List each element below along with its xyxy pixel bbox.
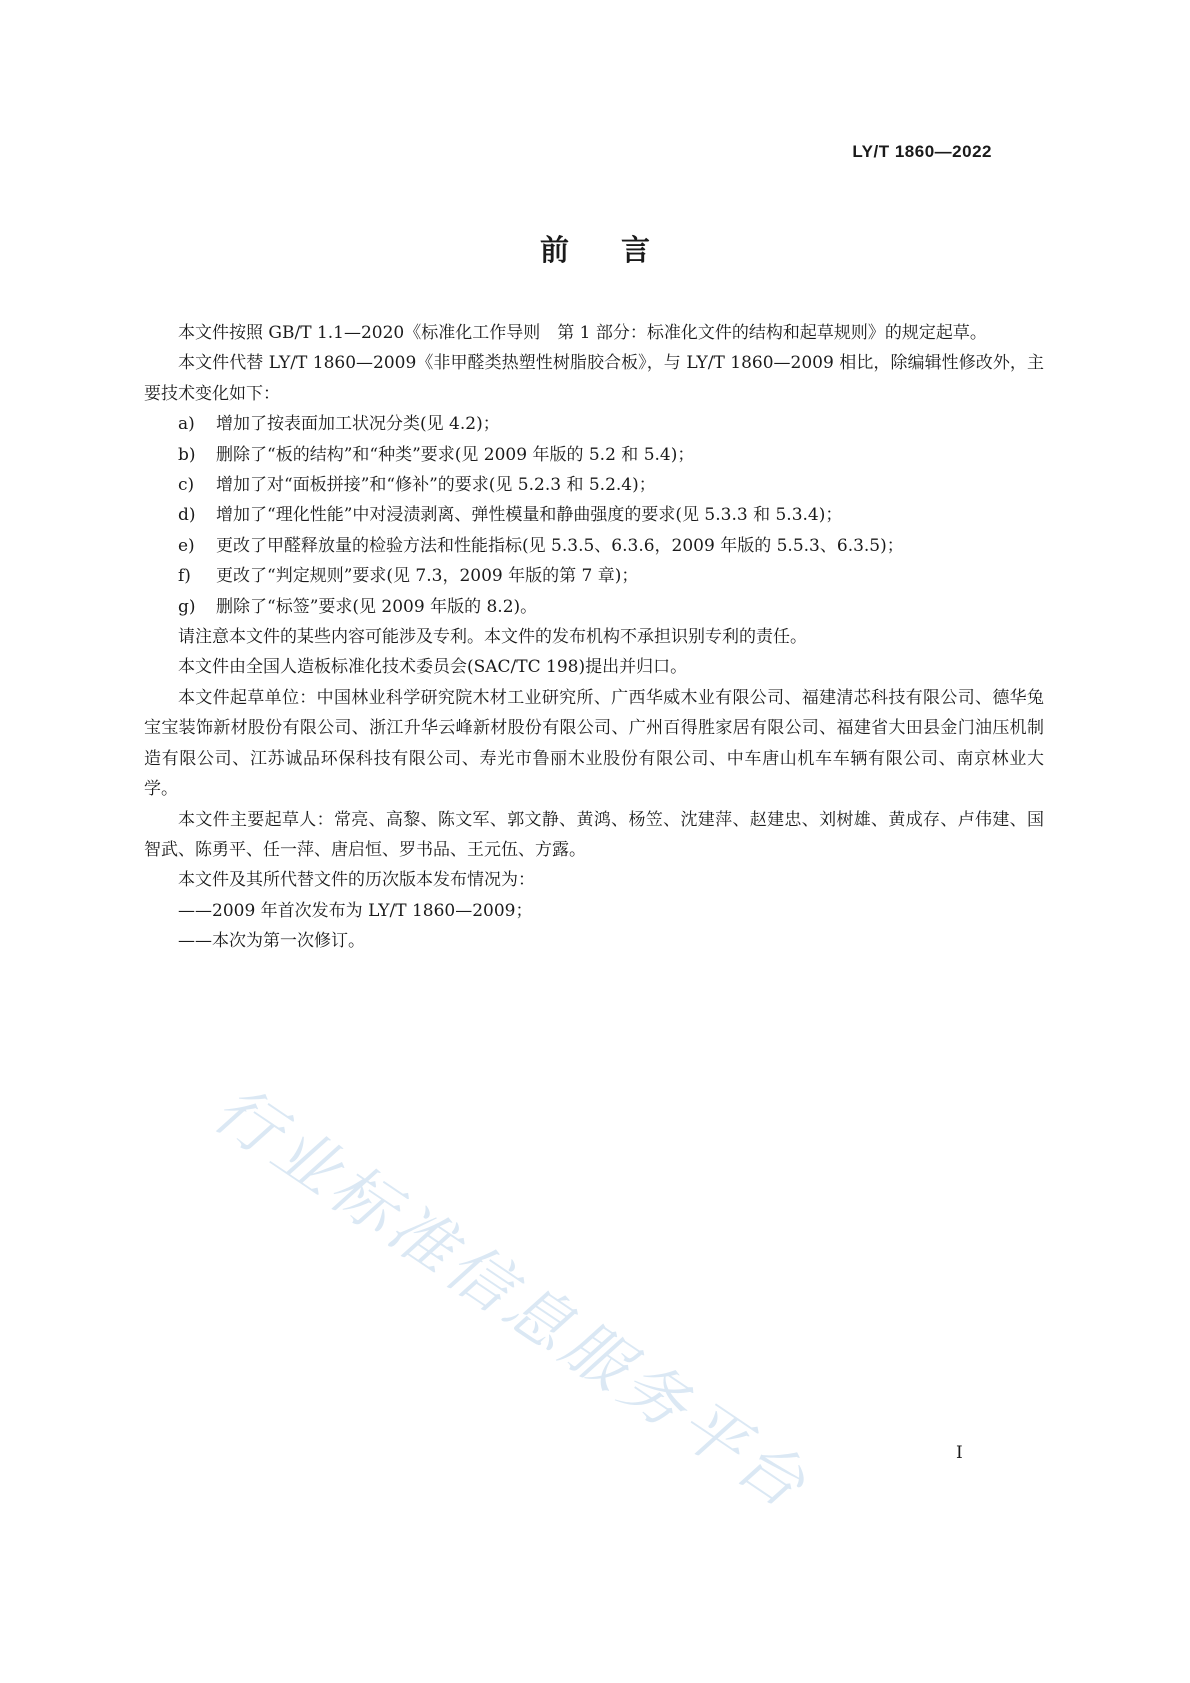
change-item: [144, 531, 1044, 561]
change-item-text: 删除了“板的结构”和“种类”要求(见 2009 年版的 5.2 和 5.4)；: [216, 444, 695, 465]
history-item: ——2009 年首次发布为 LY/T 1860—2009；: [178, 900, 533, 921]
change-item-marker: b): [178, 444, 196, 465]
history-item: ——本次为第一次修订。: [178, 931, 365, 952]
page-number: I: [956, 1443, 963, 1463]
document-number: LY/T 1860—2022: [852, 142, 992, 161]
paragraph-drafting-units: 本文件起草单位：中国林业科学研究院木材工业研究所、广西华威木业有限公司、福建清芯科技有限公司、德华兔宝宝装饰新材股份有限公司、浙江升华云峰新材股份有限公司、广州百得胜家居有限公司、福建省大田县金门油压机制造有限公司、江苏诚品环保科技有限公司、寿光市鲁丽木业股份有限公司、中车唐山机车车辆有限公司、南京林业大学。: [144, 687, 1044, 800]
change-item-marker: e): [178, 535, 195, 556]
change-item: [144, 592, 1044, 622]
change-item-text: 更改了“判定规则”要求(见 7.3，2009 年版的第 7 章)；: [216, 566, 639, 587]
paragraph-patent-notice: 请注意本文件的某些内容可能涉及专利。本文件的发布机构不承担识别专利的责任。: [178, 627, 807, 648]
change-item-marker: g): [178, 596, 196, 617]
change-item: [144, 561, 1044, 591]
paragraph-drafting-rules: 本文件按照 GB/T 1.1—2020《标准化工作导则 第 1 部分：标准化文件的结构和起草规则》的规定起草。: [178, 323, 987, 343]
change-item: [144, 409, 1044, 439]
change-item-marker: f): [178, 566, 191, 587]
watermark: 行业标准信息服务平台: [200, 1072, 822, 1526]
change-item-marker: c): [178, 475, 195, 496]
change-item-text: 增加了对“面板拼接”和“修补”的要求(见 5.2.3 和 5.2.4)；: [216, 475, 656, 496]
foreword-body: [144, 318, 1044, 957]
change-item-text: 删除了“标签”要求(见 2009 年版的 8.2)。: [216, 596, 538, 617]
change-item-text: 增加了按表面加工状况分类(见 4.2)；: [216, 414, 500, 435]
change-item-marker: a): [178, 414, 195, 435]
change-item-text: 更改了甲醛释放量的检验方法和性能指标(见 5.3.5、6.3.6，2009 年版的 5.5.3、6.3.5)；: [216, 535, 904, 556]
paragraph-history-intro: 本文件及其所代替文件的历次版本发布情况为：: [178, 870, 535, 891]
paragraph-drafters: 本文件主要起草人：常亮、高黎、陈文军、郭文静、黄鸿、杨笠、沈建萍、赵建忠、刘树雄、黄成存、卢伟建、国智武、陈勇平、任一萍、唐启恒、罗书品、王元伍、方露。: [144, 809, 1044, 860]
change-item-marker: d): [178, 505, 196, 526]
change-item: [144, 440, 1044, 470]
paragraph-replacement: 本文件代替 LY/T 1860—2009《非甲醛类热塑性树脂胶合板》，与 LY/T 1860—2009 相比，除编辑性修改外，主要技术变化如下：: [144, 353, 1044, 404]
change-item-text: 增加了“理化性能”中对浸渍剥离、弹性模量和静曲强度的要求(见 5.3.3 和 5.3.4)；: [216, 505, 843, 526]
page-title: 前言: [539, 233, 702, 267]
paragraph-proposer: 本文件由全国人造板标准化技术委员会(SAC/TC 198)提出并归口。: [178, 657, 688, 678]
change-item: [144, 500, 1044, 530]
change-item: [144, 470, 1044, 500]
